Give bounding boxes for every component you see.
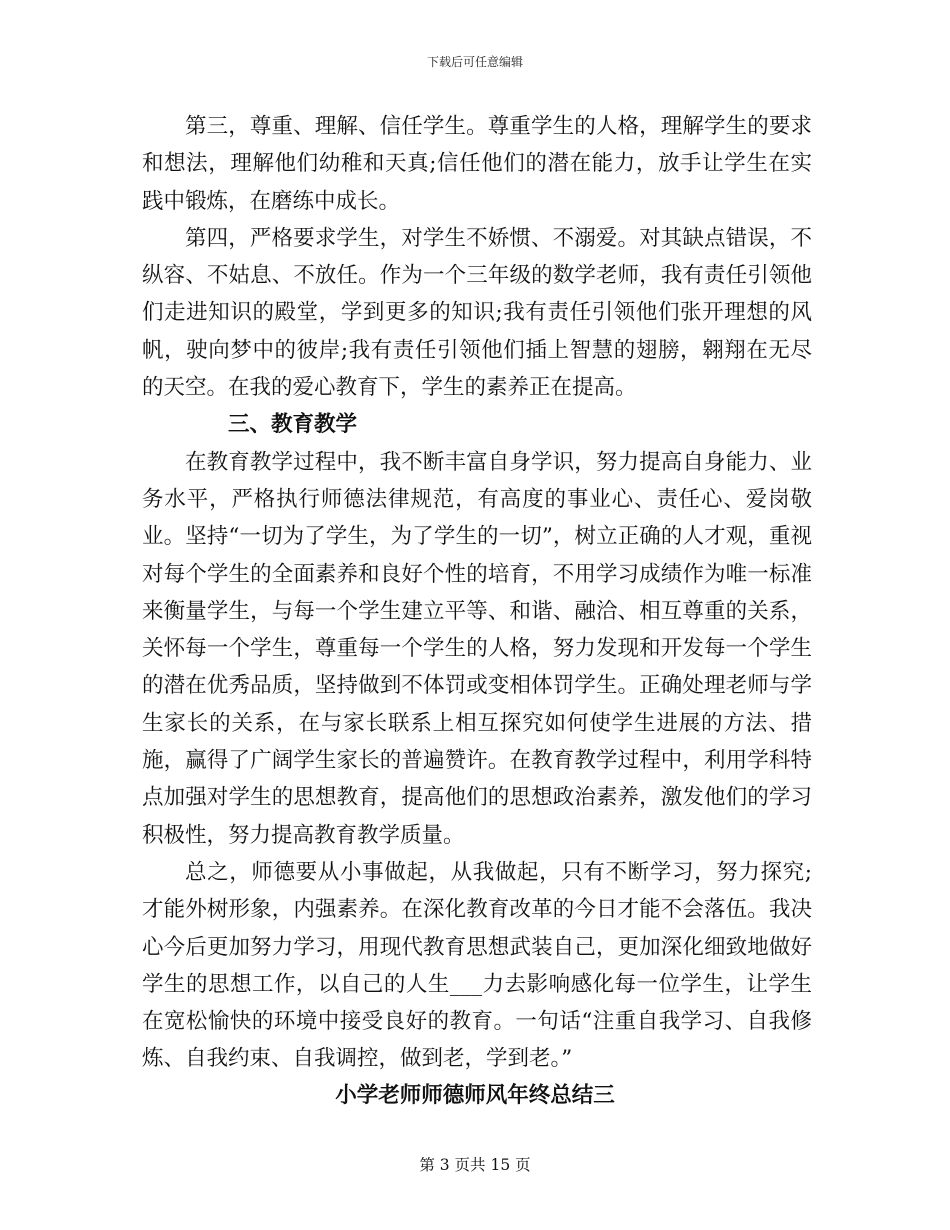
paragraph-point-three: 第三，尊重、理解、信任学生。尊重学生的人格，理解学生的要求和想法，理解他们幼稚和天真;信任他们的潜在能力，放手让学生在实践中锻炼，在磨练中成长。 — [142, 114, 812, 214]
section-heading: 三、教育教学 — [228, 412, 358, 438]
paragraph-summary: 总之，师德要从小事做起，从我做起，只有不断学习，努力探究;才能外树形象，内强素养。在深化教育改革的今日才能不会落伍。我决心今后更加努力学习，用现代教育思想武装自己，更加深化细致地做好学生的思想工作，以自己的人生___力去影响感化每一位学生，让学生在宽松愉快的环境中接受良好的教育。一句话“注重自我学习、自我修炼、自我约束、自我调控，做到老，学到老。” — [142, 859, 812, 1072]
document-body — [142, 108, 812, 1078]
paragraph-teaching: 在教育教学过程中，我不断丰富自身学识，努力提高自身能力、业务水平，严格执行师德法律规范，有高度的事业心、责任心、爱岗敬业。坚持“一切为了学生，为了学生的一切”，树立正确的人才观，重视对每个学生的全面素养和良好个性的培育，不用学习成绩作为唯一标准来衡量学生，与每一个学生建立平等、和谐、融洽、相互尊重的关系，关怀每一个学生，尊重每一个学生的人格，努力发现和开发每一个学生的潜在优秀品质，坚持做到不体罚或变相体罚学生。正确处理老师与学生家长的关系，在与家长联系上相互探究如何使学生进展的方法、措施，赢得了广阔学生家长的普遍赞许。在教育教学过程中，利用学科特点加强对学生的思想教育，提高他们的思想政治素养，激发他们的学习积极性，努力提高教育教学质量。 — [142, 449, 812, 848]
paragraph-point-four: 第四，严格要求学生，对学生不娇惯、不溺爱。对其缺点错误，不纵容、不姑息、不放任。作为一个三年级的数学老师，我有责任引领他们走进知识的殿堂，学到更多的知识;我有责任引领他们张开理想的风帆，驶向梦中的彼岸;我有责任引领他们插上智慧的翅膀，翱翔在无尽的天空。在我的爱心教育下，学生的素养正在提高。 — [142, 225, 812, 401]
next-document-title: 小学老师师德师风年终总结三 — [335, 1083, 615, 1108]
page-header: 下载后可任意编辑 — [426, 55, 523, 69]
page-number: 第 3 页共 15 页 — [419, 1156, 531, 1174]
